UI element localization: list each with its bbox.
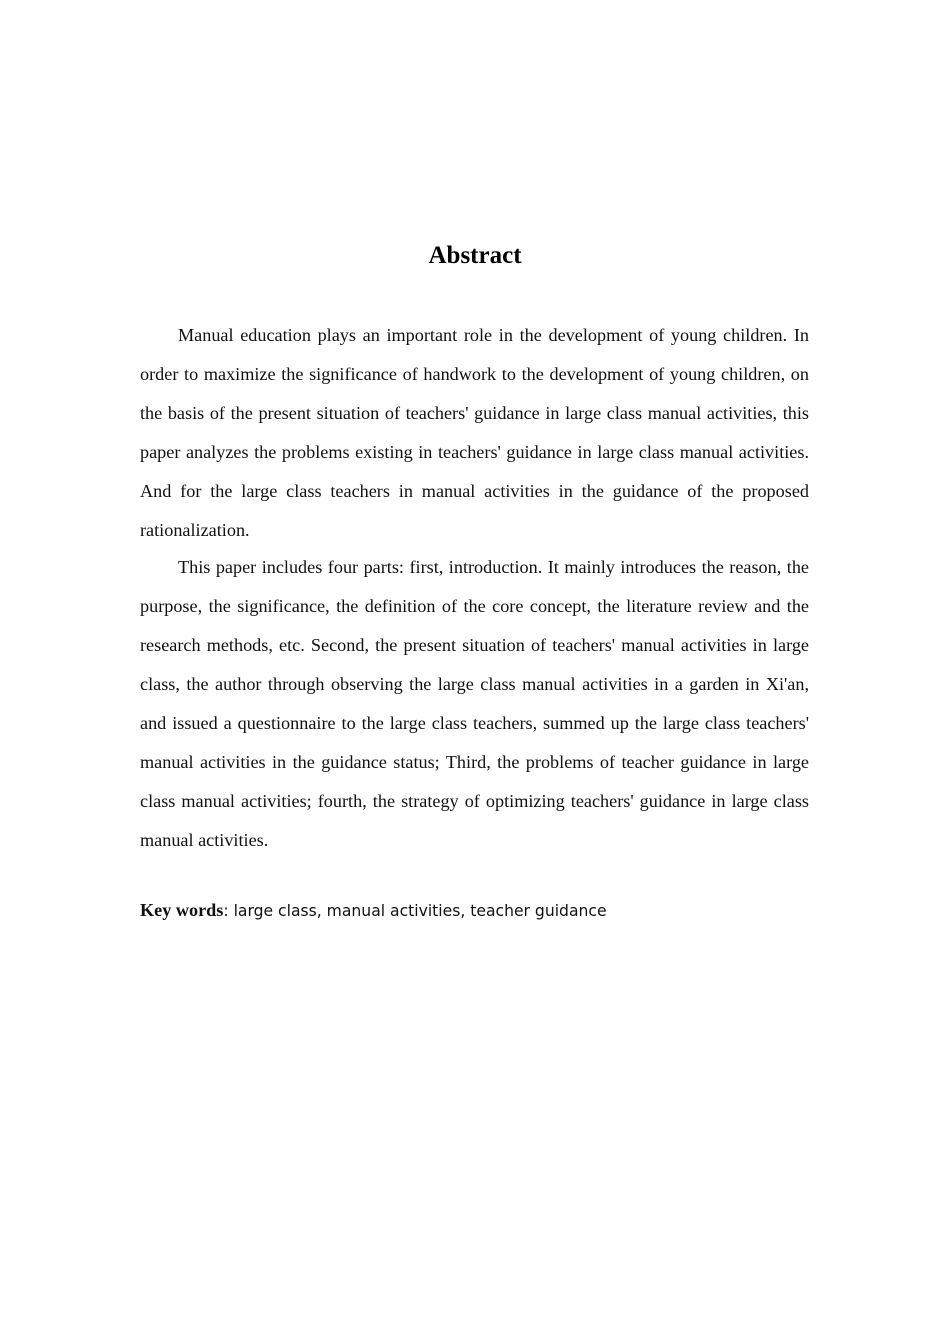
keywords-label: Key words [140, 900, 224, 920]
keywords-values: large class, manual activities, teacher guidance [233, 902, 607, 920]
keywords-line [140, 895, 809, 927]
abstract-paragraph-2: This paper includes four parts: first, introduction. It mainly introduces the reason, the purpose, the significance, the definition of the core concept, the literature review and the research methods, etc. Second, the present situation of teachers' manual activities in large class, the author through observing the large class manual activities in a garden in Xi'an, and issued a questionnaire to the large class teachers, summed up the large class teachers' manual activities in the guidance status; Third, the problems of teacher guidance in large class manual activities; fourth, the strategy of optimizing teachers' guidance in large class manual activities. [140, 557, 809, 850]
abstract-paragraph-1: Manual education plays an important role in the development of young children. In order to maximize the significance of handwork to the development of young children, on the basis of the present situation of teachers' guidance in large class manual activities, this paper analyzes the problems existing in teachers' guidance in large class manual activities. And for the large class teachers in manual activities in the guidance of the proposed rationalization. [140, 325, 809, 540]
abstract-body [140, 316, 809, 858]
abstract-title: Abstract [428, 242, 522, 269]
keywords-separator: : [223, 902, 234, 920]
